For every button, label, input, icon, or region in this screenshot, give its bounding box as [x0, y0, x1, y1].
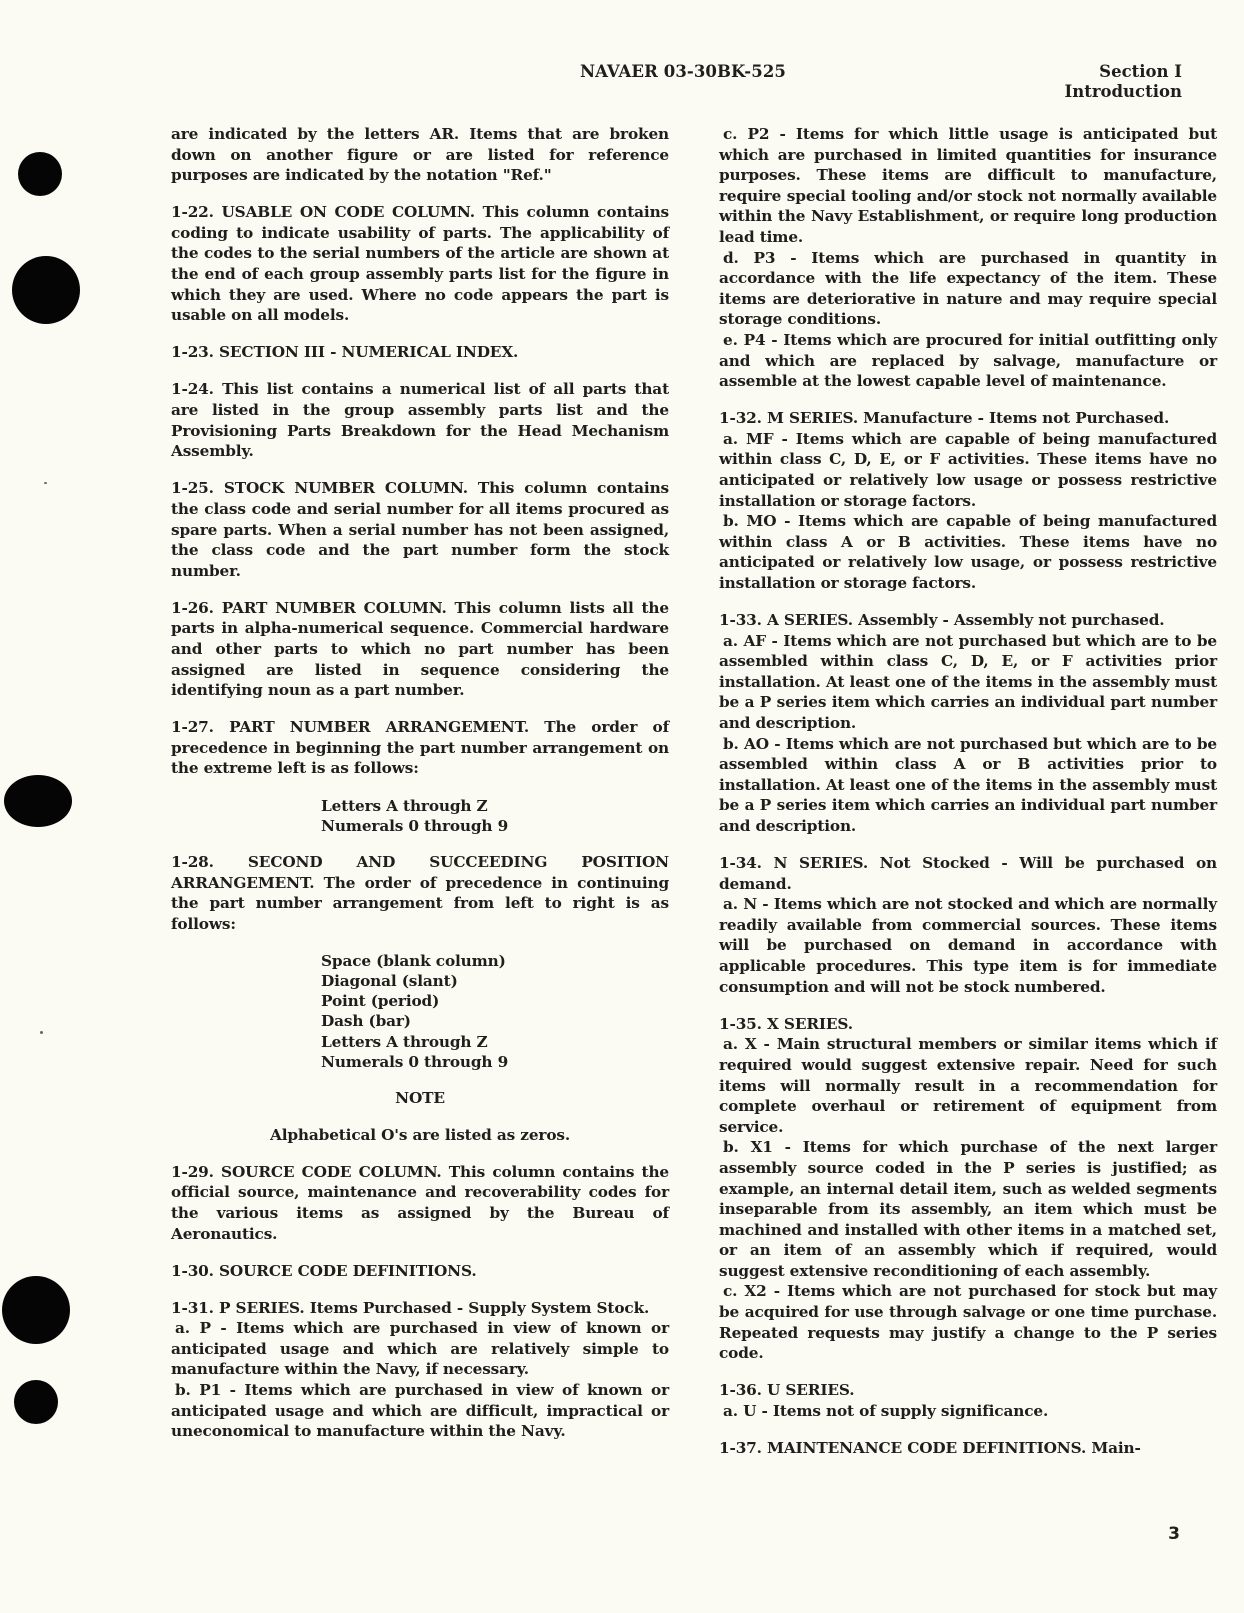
list-item: Numerals 0 through 9: [321, 816, 509, 835]
punch-hole-icon: [2, 1276, 70, 1344]
x-series-item-b: b. X1 - Items for which purchase of the next larger assembly source coded in the P series is justified; as example, an internal detail item, such as welded segments inseparable from its assembly, an item which must be machined and installed with other items in a matched set, or an item of an assembly which if required, would suggest extensive reconditioning of each assembly.: [719, 1138, 1217, 1280]
paragraph-continued: are indicated by the letters AR. Items that are broken down on another figure or are listed for reference purposes are indicated by the notation "Ref.": [171, 125, 669, 185]
p-series-item-a: a. P - Items which are purchased in view of known or anticipated usage and which are relatively simple to manufacture within the Navy, if necessary.: [171, 1319, 669, 1379]
paragraph-1-31: [171, 1298, 669, 1442]
p-series-item-e: e. P4 - Items which are procured for initial outfitting only and which are replaced by salvage, manufacture or assemble at the lowest capable level of maintenance.: [719, 330, 1217, 391]
paragraph-1-34: [719, 853, 1217, 997]
a-series-item-b: b. AO - Items which are not purchased but which are to be assembled within class A or B activities prior to installation. At least one of the items in the assembly must be a P series item which carries an individual part number and description.: [719, 734, 1217, 835]
m-series-item-b: b. MO - Items which are capable of being manufactured within class A or B activities. These items have no anticipated or relatively low usage, or possess restrictive installation or storage factors.: [719, 512, 1217, 592]
document-number: NAVAER 03-30BK-525: [580, 62, 786, 81]
p-series-item-b: b. P1 - Items which are purchased in view of known or anticipated usage and which are difficult, impractical or uneconomical to manufacture within the Navy.: [171, 1381, 669, 1441]
list-item: Point (period): [321, 992, 440, 1011]
precedence-list-succeeding: [321, 951, 669, 1072]
list-item: Dash (bar): [321, 1012, 411, 1031]
section-label: Section I: [1099, 62, 1182, 81]
n-series-title: 1-34. N SERIES. Not Stocked - Will be purchased on demand.: [719, 854, 1217, 893]
note-heading: NOTE: [395, 1089, 445, 1108]
right-column: [719, 124, 1217, 1475]
note-text: Alphabetical O's are listed as zeros.: [269, 1125, 571, 1144]
paragraph-1-31-continued: [719, 124, 1217, 392]
u-series-title: 1-36. U SERIES.: [719, 1381, 855, 1400]
paragraph-1-32: [719, 408, 1217, 593]
paragraph-1-30: 1-30. SOURCE CODE DEFINITIONS.: [171, 1261, 477, 1280]
paragraph-1-22: 1-22. USABLE ON CODE COLUMN. This column contains coding to indicate usability of parts. The applicability of the codes to the serial numbers of the article are shown at the end of each group assembly parts list for the figure in which they are used. Where no code appears the part is usable on all models.: [171, 203, 669, 325]
section-title: Introduction: [1064, 82, 1182, 101]
p-series-item-c: c. P2 - Items for which little usage is anticipated but which are purchased in limited quantities for insurance purposes. These items are difficult to manufacture, require special tooling and/or stock not normally available within the Navy Establishment, or require long production lead time.: [719, 125, 1217, 246]
scan-speck: [40, 1031, 43, 1034]
list-item: Letters A through Z: [321, 1032, 488, 1051]
paragraph-1-33: [719, 610, 1217, 837]
a-series-item-a: a. AF - Items which are not purchased but which are to be assembled within class C, D, E, or F activities prior installation. At least one of the items in the assembly must be a P series item which carries an individual part number and description.: [719, 631, 1217, 733]
n-series-item-a: a. N - Items which are not stocked and which are normally readily available from commercial sources. These items will be purchased on demand in accordance with applicable procedures. This type item is for immediate consumption and will not be stock numbered.: [719, 895, 1217, 996]
x-series-item-a: a. X - Main structural members or similar items which if required would suggest extensive repair. Need for such items will normally result in a recommendation for complete overhaul or retirement of equipment from service.: [719, 1035, 1217, 1136]
list-item: Diagonal (slant): [321, 972, 458, 991]
punch-hole-icon: [18, 152, 62, 196]
section-heading: [1064, 62, 1182, 102]
scan-speck: [44, 482, 47, 484]
paragraph-1-23: 1-23. SECTION III - NUMERICAL INDEX.: [171, 343, 519, 362]
list-item: Numerals 0 through 9: [321, 1052, 509, 1071]
punch-hole-icon: [14, 1380, 58, 1424]
u-series-item-a: a. U - Items not of supply significance.: [723, 1401, 1049, 1420]
paragraph-1-36: [719, 1380, 1217, 1421]
paragraph-1-27: 1-27. PART NUMBER ARRANGEMENT. The order of precedence in beginning the part number arrangement on the extreme left is as follows:: [171, 718, 669, 778]
paragraph-1-28: 1-28. SECOND AND SUCCEEDING POSITION ARRANGEMENT. The order of precedence in continuing the part number arrangement from left to right is as follows:: [171, 852, 669, 933]
paragraph-1-26: 1-26. PART NUMBER COLUMN. This column lists all the parts in alpha-numerical sequence. Commercial hardware and other parts to which no part number has been assigned are listed in sequence considering the identifying noun as a part number.: [171, 598, 669, 700]
precedence-list-first: [321, 796, 669, 836]
m-series-item-a: a. MF - Items which are capable of being manufactured within class C, D, E, or F activities. These items have no anticipated or relatively low usage or possess restrictive installation or storage factors.: [719, 429, 1217, 510]
paragraph-1-29: 1-29. SOURCE CODE COLUMN. This column contains the official source, maintenance and recoverability codes for the various items as assigned by the Bureau of Aeronautics.: [171, 1162, 669, 1243]
x-series-item-c: c. X2 - Items which are not purchased for stock but may be acquired for use through salvage or one time purchase. Repeated requests may justify a change to the P series code.: [719, 1282, 1217, 1363]
m-series-title: 1-32. M SERIES. Manufacture - Items not Purchased.: [719, 409, 1170, 428]
a-series-title: 1-33. A SERIES. Assembly - Assembly not purchased.: [719, 611, 1165, 630]
p-series-item-d: d. P3 - Items which are purchased in quantity in accordance with the life expectancy of the item. These items are deteriorative in nature and may require special storage conditions.: [719, 248, 1217, 329]
x-series-title: 1-35. X SERIES.: [719, 1014, 853, 1033]
punch-hole-icon: [4, 775, 72, 827]
p-series-title: 1-31. P SERIES. Items Purchased - Supply System Stock.: [171, 1298, 650, 1317]
left-column: [171, 124, 669, 1458]
paragraph-1-35: [719, 1014, 1217, 1364]
page-number: 3: [1168, 1524, 1180, 1544]
punch-hole-icon: [12, 256, 80, 324]
paragraph-1-25: 1-25. STOCK NUMBER COLUMN. This column contains the class code and serial number for all items procured as spare parts. When a serial number has not been assigned, the class code and the part number form the stock number.: [171, 479, 669, 580]
paragraph-1-37: 1-37. MAINTENANCE CODE DEFINITIONS. Main-: [719, 1439, 1141, 1458]
list-item: Letters A through Z: [321, 796, 488, 815]
paragraph-1-24: 1-24. This list contains a numerical list of all parts that are listed in the group assembly parts list and the Provisioning Parts Breakdown for the Head Mechanism Assembly.: [171, 380, 669, 461]
list-item: Space (blank column): [321, 951, 506, 970]
